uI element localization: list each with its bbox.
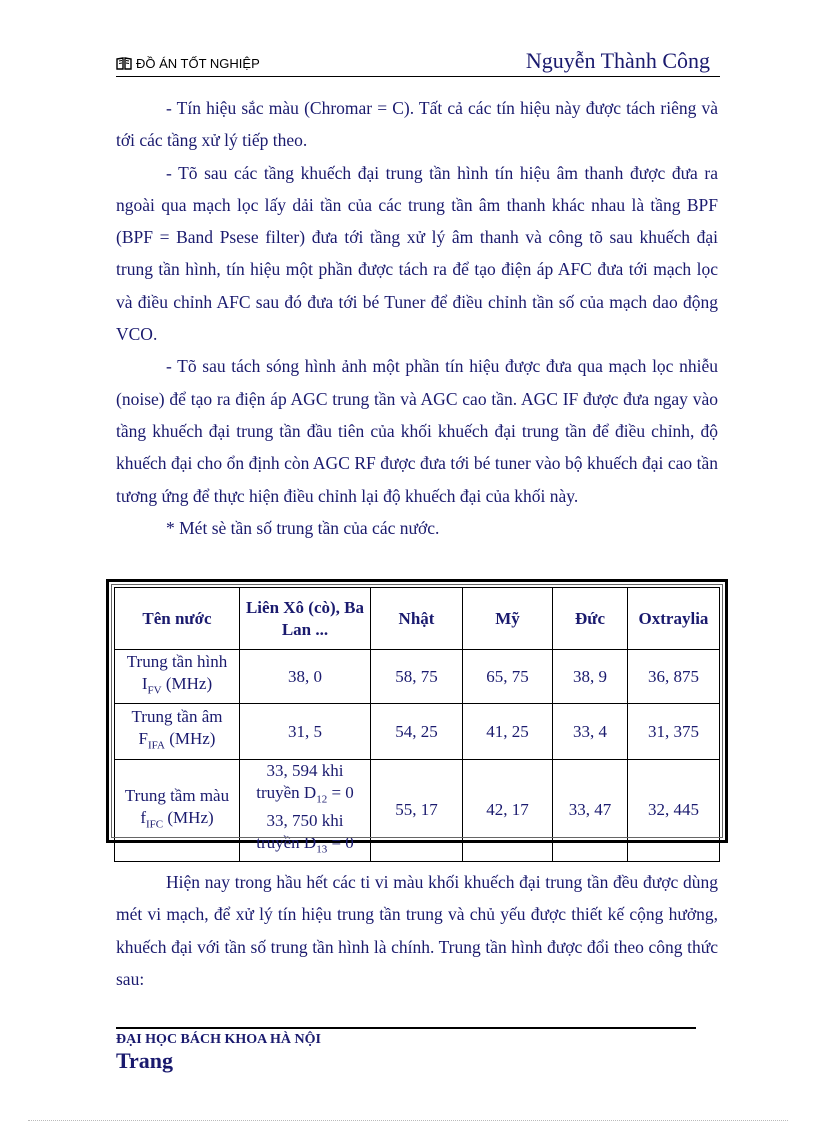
header-left (116, 56, 260, 71)
after-table-text (116, 866, 718, 995)
table-cell: 36, 875 (628, 650, 720, 704)
table-cell: 54, 25 (371, 704, 463, 760)
header-rule (116, 76, 720, 77)
paragraph-audio: - Tõ sau các tầng khuếch đại trung tần hình tín hiệu âm thanh được đưa ra ngoài qua mạch lọc lấy dải tần của các trung tần âm thanh khác nhau là tầng BPF (BPF = Band Psese filter) đưa tới tầng xử lý âm thanh và công tõ sau khuếch đại trung tần hình, tín hiệu một phần được tách ra để tạo điện áp AFC đưa tới mạch lọc và điều chỉnh AFC sau đó đưa tới bé Tuner để điều chỉnh tần số của mạch dao động VCO. (116, 162, 718, 345)
body-text (116, 92, 718, 544)
table-caption: * Mét sè tần số trung tần của các nước. (166, 517, 440, 538)
table-cell: 65, 75 (463, 650, 553, 704)
table-row (115, 650, 720, 704)
header-cell: Mỹ (463, 588, 553, 650)
header-cell: Oxtraylia (628, 588, 720, 650)
row-label: Trung tần hình $I_{FV}$ (MHz) (115, 650, 240, 704)
table-cell: 31, 5 (240, 704, 371, 760)
table-cell: 31, 375 (628, 704, 720, 760)
header-cell: Đức (553, 588, 628, 650)
footer-rule (116, 1027, 696, 1029)
table-cell: 32, 445 (628, 760, 720, 862)
table-cell: 33, 4 (553, 704, 628, 760)
frequency-table-frame (106, 579, 728, 856)
footer-page-label: Trang (116, 1048, 174, 1073)
row-label: Trung tần âm $F_{IFA}$ (MHz) (115, 704, 240, 760)
table-cell: 42, 17 (463, 760, 553, 862)
book-icon (116, 57, 132, 70)
header-cell: Tên nước (115, 588, 240, 650)
frequency-table (114, 587, 720, 862)
page-edge (28, 1120, 788, 1121)
row-label: Trung tầm màu $f_{IFC}$ (MHz) (115, 760, 240, 862)
header-title: ĐỒ ÁN TỐT NGHIỆP (136, 56, 260, 71)
table-cell-multiline: 33, 594 khi truyền $D_{12} = 0$ 33, 750 khi truyền $D_{13} = 0$ (240, 760, 371, 862)
header-cell: Nhật (371, 588, 463, 650)
table-cell: 58, 75 (371, 650, 463, 704)
table-cell: 33, 47 (553, 760, 628, 862)
footer-school: ĐẠI HỌC BÁCH KHOA HÀ NỘI (116, 1032, 321, 1047)
table-cell: 38, 0 (240, 650, 371, 704)
table-row (115, 704, 720, 760)
paragraph-agc: - Tõ sau tách sóng hình ảnh một phần tín hiệu được đưa qua mạch lọc nhiễu (noise) để tạo ra điện áp AGC trung tần và AGC cao tần. AGC IF được đưa ngay vào tầng khuếch đại trung tần đầu tiên của khối khuếch đại trung tần để điều chỉnh, độ khuếch đại cho ổn định còn AGC RF được đưa tới bé tuner vào bộ khuếch đại cao tần tương ứng để thực hiện điều chỉnh lại độ khuếch đại của khối này. (116, 356, 718, 506)
table-row (115, 760, 720, 862)
header-author: Nguyễn Thành Công (525, 48, 710, 73)
table-header-row (115, 588, 720, 650)
header-cell: Liên Xô (cò), Ba Lan ... (240, 588, 371, 650)
table-cell: 38, 9 (553, 650, 628, 704)
table-cell: 55, 17 (371, 760, 463, 862)
table-cell: 41, 25 (463, 704, 553, 760)
paragraph-chroma: - Tín hiệu sắc màu (Chromar = C). Tất cả các tín hiệu này được tách riêng và tới các tầng xử lý tiếp theo. (116, 98, 718, 151)
page-header (116, 48, 720, 78)
paragraph-ic: Hiện nay trong hầu hết các ti vi màu khối khuếch đại trung tần đều được dùng mét vi mạch, để xử lý tín hiệu trung tần trung và chủ yếu được thiết kế cộng hưởng, khuếch đại với tần số trung tần hình là chính. Trung tần hình được đổi theo công thức sau: (116, 872, 718, 989)
